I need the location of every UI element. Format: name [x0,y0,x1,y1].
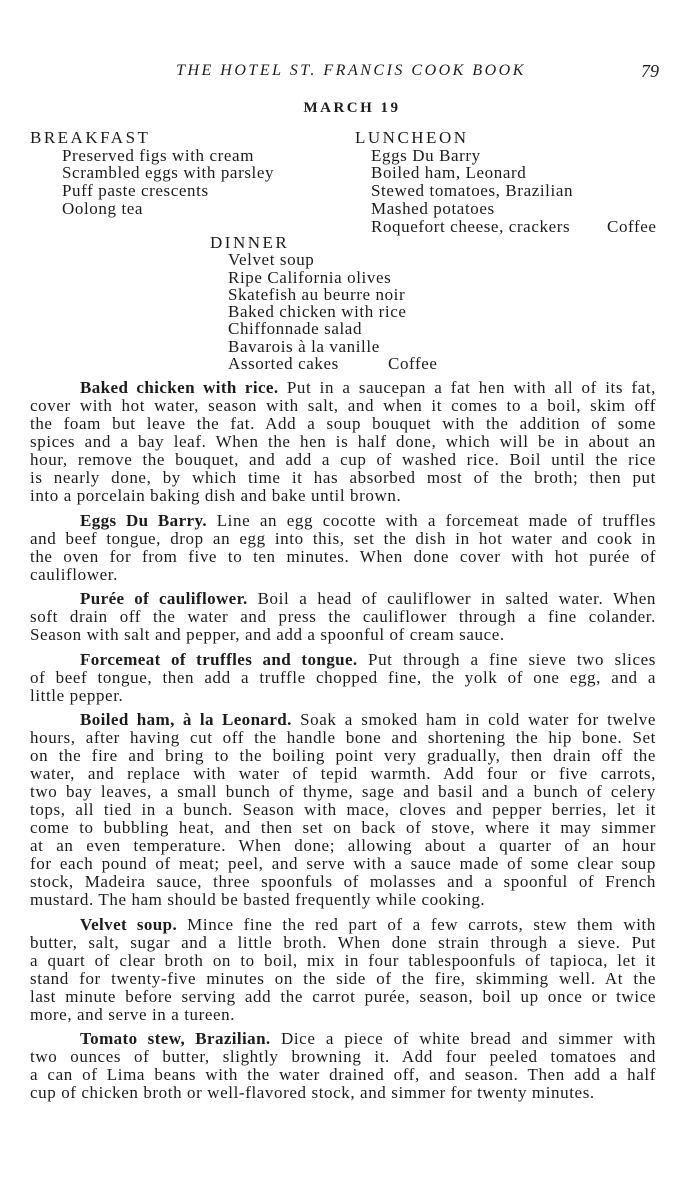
recipes-text [30,379,656,1102]
menu-item: Chiffonnade salad [228,319,363,339]
recipe-text: Put in a saucepan a fat hen with all of its fat, [286,378,656,397]
recipe-line: a can of Lima beans with the water drained off, and season. Then add a half [30,1065,656,1084]
recipe-text: Dice a piece of white bread and simmer with [280,1029,656,1048]
recipe-line: at an even temperature. When done; allowing about a quarter of an hour [30,836,656,855]
recipe-line [30,379,656,397]
luncheon-menu [355,128,657,236]
menu-date-heading: MARCH 19 [303,100,401,116]
recipe-line: cover with hot water, season with salt, and when it comes to a boil, skim off [30,396,656,415]
recipe-text: Mince fine the red part of a few carrots, stew them with [187,914,656,934]
menu-item: Assorted cakes [228,354,339,374]
menu-item: Ripe California olives [228,267,392,287]
recipe-text: Put through a fine sieve two slices [368,649,656,669]
recipe-line: of beef tongue, then add a truffle chopped fine, the yolk of one egg, and a [30,667,656,687]
recipe-line: into a porcelain baking dish and bake until brown. [30,486,402,505]
recipe-title: Eggs Du Barry. [80,510,208,530]
recipe-line: tops, all tied in a bunch. Season with mace, cloves and pepper berries, let it [30,800,656,819]
recipe-line: hours, after having cut off the handle bone and shortening the hip bone. Set [30,728,656,747]
menu-item: Baked chicken with rice [228,302,407,322]
recipe-line: hour, remove the bouquet, and add a cup of washed rice. Boil until the rice [30,450,656,469]
recipe-line: two ounces of butter, slightly browning it. Add four peeled tomatoes and [30,1047,656,1066]
page-number: 79 [641,61,659,81]
breakfast-menu [30,129,274,218]
menu-item: Eggs Du Barry [371,145,481,165]
recipe-paragraph [30,590,656,644]
menu-item: Puff paste crescents [62,181,209,201]
recipe-line: is nearly done, by which time it has absorbed most of the broth; then put [30,468,656,487]
menu-item: Preserved figs with cream [62,145,255,165]
recipe-line: a quart of clear broth on to boil, mix in four tablespoonfuls of tapioca, let it [30,950,656,970]
recipe-line: cup of chicken broth or well-flavored stock, and simmer for twenty minutes. [30,1083,595,1102]
recipe-text: Boil a head of cauliflower in salted water. When [257,589,656,608]
dinner-heading: DINNER [210,233,290,252]
recipe-title: Boiled ham, à la Leonard. [80,710,292,729]
recipe-title: Purée of cauliflower. [80,589,248,608]
recipe-paragraph [30,651,656,705]
menu-item-row [210,354,438,374]
recipe-line: water, and replace with water of tepid warmth. Add four or five carrots, [30,764,656,783]
menu-item: Scrambled eggs with parsley [62,163,275,183]
recipe-line [30,651,656,669]
recipe-title: Velvet soup. [80,914,178,934]
recipe-title: Baked chicken with rice. [80,378,279,397]
recipe-line [30,512,656,530]
menu-item-row [355,216,657,236]
recipe-line: the foam but leave the fat. Add a soup bouquet with the addition of some [30,414,656,433]
recipe-paragraph [30,1030,656,1102]
recipe-line [30,916,656,934]
recipe-line: stock, Madeira sauce, three spoonfuls of molasses and a spoonful of French [30,872,656,891]
recipe-line: for each pound of meat; peel, and serve with a sauce made of some clear soup [30,854,656,873]
recipe-line [30,1030,656,1048]
menu-item: Boiled ham, Leonard [371,163,527,183]
recipe-line: mustard. The ham should be basted frequently while cooking. [30,890,486,909]
recipe-paragraph [30,512,656,584]
menu-item-coffee: Coffee [388,354,438,374]
recipe-paragraph [30,711,656,909]
menu-item: Mashed potatoes [371,198,495,218]
recipe-paragraph [30,916,656,1024]
recipe-title: Tomato stew, Brazilian. [80,1029,271,1048]
recipe-line: and beef tongue, drop an egg into this, set the dish in hot water and cook in [30,528,656,548]
menu-item: Oolong tea [62,198,144,218]
recipe-line: Season with salt and pepper, and add a spoonful of cream sauce. [30,625,505,644]
recipe-line: little pepper. [30,685,124,705]
recipe-line [30,711,656,729]
recipe-text: Line an egg cocotte with a forcemeat made of truffles [216,510,656,530]
dinner-menu [210,233,438,374]
running-title: THE HOTEL ST. FRANCIS COOK BOOK [176,62,526,79]
recipe-line: more, and serve in a tureen. [30,1004,236,1024]
recipe-text: Soak a smoked ham in cold water for twelve [300,710,656,729]
recipe-line: two bay leaves, a small bunch of thyme, sage and basil and a bunch of celery [30,782,656,801]
menu-item: Stewed tomatoes, Brazilian [371,181,574,201]
recipe-line: cauliflower. [30,564,118,584]
recipe-line [30,590,656,608]
recipe-line: stand for twenty-five minutes on the side of the fire, skimming well. At the [30,968,656,988]
recipe-title: Forcemeat of truffles and tongue. [80,649,358,669]
menu-item-coffee: Coffee [607,216,657,236]
recipe-line: the oven for from five to ten minutes. When done cover with hot purée of [30,546,656,566]
recipe-line: spices and a bay leaf. When the hen is half done, which will be in about an [30,432,656,451]
recipe-line: last minute before serving add the carrot purée, season, boil up once or twice [30,986,656,1006]
recipe-line: soft drain off the water and press the cauliflower through a fine colander. [30,607,656,626]
luncheon-heading: LUNCHEON [355,128,469,147]
menu-item: Bavarois à la vanille [228,336,380,356]
menu-item: Skatefish au beurre noir [228,284,406,304]
recipe-line: on the fire and bring to the boiling point very gradually, then drain off the [30,746,656,765]
recipe-paragraph [30,379,656,505]
recipe-line: come to bubbling heat, and then set on back of stove, where it may simmer [30,818,656,837]
recipe-line: butter, salt, sugar and a little broth. When done strain through a sieve. Put [30,932,656,952]
menu-item: Roquefort cheese, crackers [371,216,571,236]
breakfast-heading: BREAKFAST [30,128,151,147]
menu-item: Velvet soup [228,250,315,270]
